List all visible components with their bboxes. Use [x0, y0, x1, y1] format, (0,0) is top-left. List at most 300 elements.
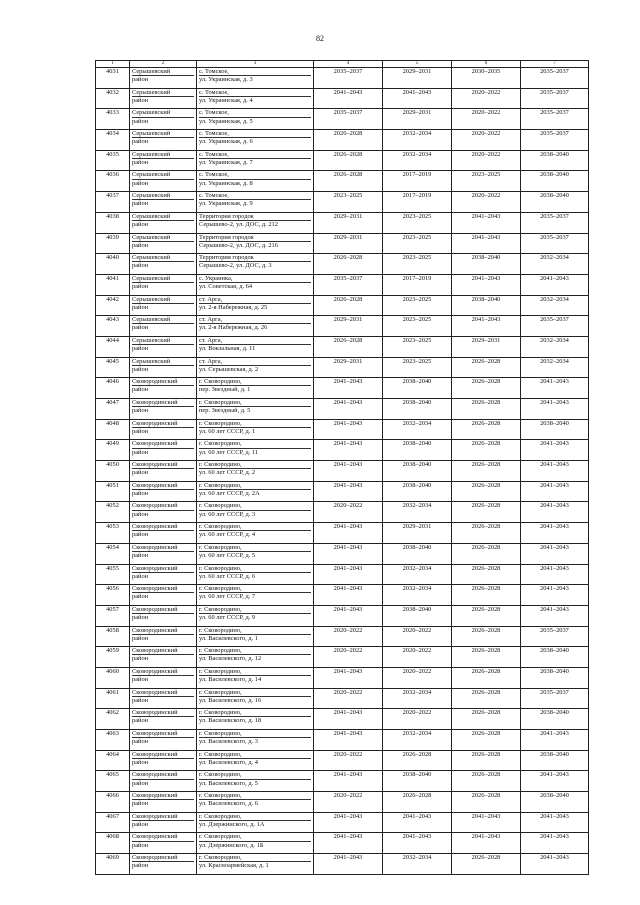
address-cell-line: ул. Серышевская, д. 2: [199, 365, 259, 373]
period-cell-col6: 2026–2028: [452, 771, 521, 792]
district-cell-line: Сковородинский: [132, 440, 194, 448]
period-cell-col6: 2041–2043: [452, 274, 521, 295]
address-cell-line: ул. 60 лет СССР, д. 5: [199, 551, 256, 559]
period-cell-col4: 2035–2037: [314, 274, 383, 295]
district-cell: [130, 419, 197, 440]
column-header: 2: [130, 61, 197, 68]
district-cell: [130, 192, 197, 213]
district-cell: [130, 212, 197, 233]
address-cell-line: ул. Василевского, д. 14: [199, 676, 262, 684]
period-cell-col5: 2038–2040: [383, 481, 452, 502]
period-cell-col7: 2041–2043: [521, 523, 589, 544]
district-cell: [130, 481, 197, 502]
period-cell-col4: 2020–2022: [314, 626, 383, 647]
district-cell-line: район: [132, 262, 149, 270]
district-cell: [130, 150, 197, 171]
period-cell-col5: 2041–2043: [383, 812, 452, 833]
address-cell-line: с. Томское,: [199, 192, 311, 200]
period-cell-col5: 2023–2025: [383, 357, 452, 378]
period-cell-col5: 2020–2022: [383, 667, 452, 688]
period-cell-col5: 2038–2040: [383, 771, 452, 792]
district-cell: [130, 647, 197, 668]
period-cell-col5: 2017–2019: [383, 274, 452, 295]
address-cell-line: с. Томское,: [199, 171, 311, 179]
address-cell-line: ул. Вокзальная, д. 11: [199, 345, 256, 353]
address-cell-line: с. Томское,: [199, 68, 311, 76]
district-cell-line: Серышевский: [132, 275, 194, 283]
table-row: [96, 688, 589, 709]
address-cell: [197, 130, 314, 151]
period-cell-col6: 2026–2028: [452, 730, 521, 751]
table-row: [96, 461, 589, 482]
period-cell-col6: 2026–2028: [452, 399, 521, 420]
address-cell: [197, 854, 314, 875]
period-cell-col7: 2041–2043: [521, 378, 589, 399]
period-cell-col6: 2038–2040: [452, 295, 521, 316]
period-cell-col7: 2038–2040: [521, 171, 589, 192]
address-cell-line: ул. Дзержинского, д. 1А: [199, 820, 265, 828]
period-cell-col5: 2026–2028: [383, 792, 452, 813]
period-cell-col5: 2032–2034: [383, 585, 452, 606]
period-cell-col6: 2026–2028: [452, 440, 521, 461]
address-cell-line: с. Томское,: [199, 151, 311, 159]
period-cell-col6: 2026–2028: [452, 461, 521, 482]
period-cell-col7: 2035–2037: [521, 212, 589, 233]
district-cell-line: район: [132, 655, 149, 663]
address-cell: [197, 212, 314, 233]
address-cell: [197, 730, 314, 751]
address-cell-line: ул. Украинская, д. 3: [199, 76, 253, 84]
district-cell-line: Сковородинский: [132, 751, 194, 759]
district-cell: [130, 730, 197, 751]
period-cell-col6: 2026–2028: [452, 585, 521, 606]
period-cell-col5: 2023–2025: [383, 212, 452, 233]
district-cell-line: район: [132, 489, 149, 497]
address-cell: [197, 481, 314, 502]
district-cell: [130, 357, 197, 378]
period-cell-col7: 2032–2034: [521, 254, 589, 275]
row-number-cell: 4054: [96, 543, 130, 564]
table-row: [96, 585, 589, 606]
district-cell-line: район: [132, 841, 149, 849]
address-cell-line: ул. Красноармейская, д. 1: [199, 862, 269, 870]
period-cell-col7: 2038–2040: [521, 192, 589, 213]
district-cell: [130, 626, 197, 647]
district-cell-line: район: [132, 572, 149, 580]
table-row: [96, 854, 589, 875]
table-row: [96, 730, 589, 751]
table-row: [96, 130, 589, 151]
period-cell-col7: 2038–2040: [521, 150, 589, 171]
period-cell-col4: 2041–2043: [314, 709, 383, 730]
address-cell: [197, 399, 314, 420]
address-cell: [197, 543, 314, 564]
table-row: [96, 171, 589, 192]
period-cell-col4: 2041–2043: [314, 88, 383, 109]
table-row: [96, 440, 589, 461]
district-cell-line: район: [132, 324, 149, 332]
district-cell-line: Серышевский: [132, 130, 194, 138]
address-cell: [197, 523, 314, 544]
district-cell-line: район: [132, 386, 149, 394]
period-cell-col6: 2026–2028: [452, 854, 521, 875]
row-number-cell: 4047: [96, 399, 130, 420]
address-cell: [197, 502, 314, 523]
district-cell-line: район: [132, 862, 149, 870]
district-cell: [130, 667, 197, 688]
row-number-cell: 4035: [96, 150, 130, 171]
period-cell-col5: 2032–2034: [383, 564, 452, 585]
period-cell-col5: 2041–2043: [383, 833, 452, 854]
district-cell-line: район: [132, 96, 149, 104]
period-cell-col7: 2038–2040: [521, 667, 589, 688]
table-row: [96, 792, 589, 813]
row-number-cell: 4039: [96, 233, 130, 254]
period-cell-col7: 2041–2043: [521, 461, 589, 482]
district-cell-line: Серышевский: [132, 316, 194, 324]
address-cell: [197, 440, 314, 461]
district-cell-line: район: [132, 551, 149, 559]
table-row: [96, 399, 589, 420]
table-row: [96, 336, 589, 357]
period-cell-col7: 2041–2043: [521, 543, 589, 564]
table-body: [96, 68, 589, 875]
table-row: [96, 378, 589, 399]
district-cell: [130, 171, 197, 192]
district-cell-line: район: [132, 117, 149, 125]
address-cell-line: г. Сковородино,: [199, 627, 311, 635]
address-cell: [197, 667, 314, 688]
address-cell-line: г. Сковородино,: [199, 565, 311, 573]
period-cell-col6: 2041–2043: [452, 833, 521, 854]
district-cell-line: район: [132, 634, 149, 642]
table-row: [96, 357, 589, 378]
district-cell-line: Сковородинский: [132, 792, 194, 800]
address-cell-line: с. Томское,: [199, 89, 311, 97]
row-number-cell: 4050: [96, 461, 130, 482]
period-cell-col6: 2026–2028: [452, 792, 521, 813]
period-cell-col5: 2017–2019: [383, 171, 452, 192]
address-cell: [197, 254, 314, 275]
period-cell-col6: 2026–2028: [452, 543, 521, 564]
district-cell-line: район: [132, 220, 149, 228]
district-cell: [130, 254, 197, 275]
period-cell-col6: 2020–2022: [452, 88, 521, 109]
address-cell-line: ул. 60 лет СССР, д. 6: [199, 572, 256, 580]
table-row: [96, 626, 589, 647]
period-cell-col4: 2020–2022: [314, 750, 383, 771]
district-cell: [130, 274, 197, 295]
period-cell-col7: 2041–2043: [521, 854, 589, 875]
address-cell-line: г. Сковородино,: [199, 833, 311, 841]
period-cell-col7: 2035–2037: [521, 316, 589, 337]
address-cell: [197, 585, 314, 606]
period-cell-col4: 2020–2022: [314, 792, 383, 813]
district-cell-line: Сковородинский: [132, 627, 194, 635]
table-row: [96, 833, 589, 854]
period-cell-col5: 2020–2022: [383, 709, 452, 730]
table-row: [96, 481, 589, 502]
address-cell-line: ул. Украинская, д. 8: [199, 179, 253, 187]
period-cell-col7: 2041–2043: [521, 812, 589, 833]
period-cell-col5: 2038–2040: [383, 440, 452, 461]
period-cell-col5: 2023–2025: [383, 316, 452, 337]
district-cell-line: район: [132, 200, 149, 208]
period-cell-col4: 2026–2028: [314, 130, 383, 151]
period-cell-col6: 2020–2022: [452, 192, 521, 213]
address-cell-line: с. Украинка,: [199, 275, 311, 283]
district-cell-line: район: [132, 365, 149, 373]
period-cell-col6: 2041–2043: [452, 212, 521, 233]
table-row: [96, 316, 589, 337]
district-cell-line: район: [132, 738, 149, 746]
period-cell-col7: 2035–2037: [521, 68, 589, 89]
address-cell-line: г. Сковородино,: [199, 854, 311, 862]
address-cell-line: г. Сковородино,: [199, 378, 311, 386]
period-cell-col7: 2038–2040: [521, 709, 589, 730]
district-cell-line: Сковородинский: [132, 689, 194, 697]
district-cell-line: Серышевский: [132, 89, 194, 97]
period-cell-col5: 2038–2040: [383, 378, 452, 399]
district-cell: [130, 812, 197, 833]
row-number-cell: 4064: [96, 750, 130, 771]
period-cell-col6: 2020–2022: [452, 109, 521, 130]
period-cell-col4: 2029–2031: [314, 357, 383, 378]
address-cell: [197, 750, 314, 771]
row-number-cell: 4068: [96, 833, 130, 854]
address-cell-line: г. Сковородино,: [199, 771, 311, 779]
district-cell-line: Сковородинский: [132, 502, 194, 510]
district-cell: [130, 130, 197, 151]
table-row: [96, 88, 589, 109]
period-cell-col7: 2041–2043: [521, 564, 589, 585]
period-cell-col7: 2041–2043: [521, 274, 589, 295]
address-cell: [197, 564, 314, 585]
address-cell: [197, 688, 314, 709]
address-cell-line: г. Сковородино,: [199, 792, 311, 800]
period-cell-col4: 2041–2043: [314, 812, 383, 833]
address-cell-line: пер. Звездный, д. 5: [199, 407, 251, 415]
table-row: [96, 274, 589, 295]
district-cell-line: Сковородинский: [132, 482, 194, 490]
district-cell-line: район: [132, 448, 149, 456]
district-cell-line: Серышевский: [132, 254, 194, 262]
district-cell-line: Сковородинский: [132, 523, 194, 531]
address-cell: [197, 336, 314, 357]
address-cell-line: г. Сковородино,: [199, 523, 311, 531]
district-cell-line: район: [132, 241, 149, 249]
period-cell-col7: 2035–2037: [521, 626, 589, 647]
district-cell-line: район: [132, 531, 149, 539]
table-row: [96, 605, 589, 626]
table-row: [96, 812, 589, 833]
row-number-cell: 4032: [96, 88, 130, 109]
district-cell-line: район: [132, 593, 149, 601]
period-cell-col4: 2026–2028: [314, 254, 383, 275]
period-cell-col5: 2023–2025: [383, 295, 452, 316]
row-number-cell: 4043: [96, 316, 130, 337]
address-cell: [197, 150, 314, 171]
row-number-cell: 4060: [96, 667, 130, 688]
period-cell-col5: 2032–2034: [383, 130, 452, 151]
row-number-cell: 4057: [96, 605, 130, 626]
address-cell: [197, 709, 314, 730]
address-cell-line: г. Сковородино,: [199, 668, 311, 676]
address-cell-line: ул. Василевского, д. 6: [199, 800, 258, 808]
address-cell-line: ст. Арга,: [199, 316, 311, 324]
period-cell-col7: 2038–2040: [521, 750, 589, 771]
district-cell-line: Сковородинский: [132, 399, 194, 407]
row-number-cell: 4058: [96, 626, 130, 647]
period-cell-col6: 2026–2028: [452, 357, 521, 378]
row-number-cell: 4069: [96, 854, 130, 875]
address-cell: [197, 461, 314, 482]
district-cell-line: Серышевский: [132, 358, 194, 366]
district-cell-line: Сковородинский: [132, 730, 194, 738]
row-number-cell: 4055: [96, 564, 130, 585]
address-cell-line: Территория городок: [199, 234, 311, 242]
period-cell-col6: 2026–2028: [452, 502, 521, 523]
period-cell-col5: 2032–2034: [383, 688, 452, 709]
district-cell-line: Серышевский: [132, 171, 194, 179]
table-row: [96, 233, 589, 254]
period-cell-col5: 2038–2040: [383, 461, 452, 482]
address-cell-line: ул. 60 лет СССР, д. 3: [199, 510, 256, 518]
district-cell: [130, 750, 197, 771]
address-cell-line: ул. Василевского, д. 18: [199, 717, 262, 725]
district-cell-line: район: [132, 779, 149, 787]
district-cell-line: район: [132, 820, 149, 828]
row-number-cell: 4033: [96, 109, 130, 130]
address-cell-line: ул. Украинская, д. 5: [199, 117, 253, 125]
address-cell-line: г. Сковородино,: [199, 751, 311, 759]
address-cell-line: ул. 2-я Набережная, д. 26: [199, 324, 268, 332]
address-cell-line: ул. 60 лет СССР, д. 11: [199, 448, 259, 456]
address-cell: [197, 316, 314, 337]
period-cell-col6: 2041–2043: [452, 812, 521, 833]
address-cell-line: с. Томское,: [199, 130, 311, 138]
period-cell-col5: 2032–2034: [383, 419, 452, 440]
district-cell-line: Сковородинский: [132, 585, 194, 593]
address-cell-line: г. Сковородино,: [199, 585, 311, 593]
table-row: [96, 647, 589, 668]
address-cell-line: ул. 60 лет СССР, д. 7: [199, 593, 256, 601]
address-cell-line: ул. Украинская, д. 6: [199, 138, 253, 146]
period-cell-col6: 2026–2028: [452, 481, 521, 502]
period-cell-col6: 2026–2028: [452, 709, 521, 730]
district-cell: [130, 88, 197, 109]
period-cell-col5: 2032–2034: [383, 854, 452, 875]
address-cell-line: г. Сковородино,: [199, 813, 311, 821]
period-cell-col5: 2023–2025: [383, 336, 452, 357]
schedule-table: [95, 60, 589, 875]
district-cell: [130, 523, 197, 544]
address-cell-line: ул. Василевского, д. 3: [199, 738, 258, 746]
row-number-cell: 4031: [96, 68, 130, 89]
period-cell-col7: 2041–2043: [521, 481, 589, 502]
address-cell: [197, 792, 314, 813]
address-cell-line: ул. 60 лет СССР, д. 1: [199, 427, 256, 435]
address-cell-line: ст. Арга,: [199, 296, 311, 304]
period-cell-col6: 2029–2031: [452, 336, 521, 357]
period-cell-col4: 2020–2022: [314, 688, 383, 709]
address-cell-line: ст. Арга,: [199, 337, 311, 345]
district-cell-line: район: [132, 76, 149, 84]
address-cell: [197, 419, 314, 440]
table-row: [96, 564, 589, 585]
address-cell-line: ул. Василевского, д. 1: [199, 634, 258, 642]
district-cell-line: Серышевский: [132, 151, 194, 159]
address-cell: [197, 357, 314, 378]
row-number-cell: 4053: [96, 523, 130, 544]
period-cell-col4: 2041–2043: [314, 523, 383, 544]
row-number-cell: 4045: [96, 357, 130, 378]
district-cell-line: Сковородинский: [132, 813, 194, 821]
address-cell-line: г. Сковородино,: [199, 482, 311, 490]
table-row: [96, 192, 589, 213]
period-cell-col4: 2041–2043: [314, 833, 383, 854]
address-cell-line: г. Сковородино,: [199, 730, 311, 738]
period-cell-col4: 2026–2028: [314, 171, 383, 192]
period-cell-col6: 2026–2028: [452, 750, 521, 771]
address-cell-line: г. Сковородино,: [199, 606, 311, 614]
address-cell-line: г. Сковородино,: [199, 461, 311, 469]
period-cell-col7: 2041–2043: [521, 771, 589, 792]
period-cell-col6: 2026–2028: [452, 605, 521, 626]
district-cell: [130, 336, 197, 357]
period-cell-col4: 2041–2043: [314, 564, 383, 585]
district-cell-line: Сковородинский: [132, 420, 194, 428]
period-cell-col6: 2041–2043: [452, 233, 521, 254]
address-cell-line: ул. 60 лет СССР, д. 9: [199, 614, 256, 622]
table-row: [96, 295, 589, 316]
district-cell: [130, 378, 197, 399]
table-row: [96, 502, 589, 523]
period-cell-col7: 2035–2037: [521, 688, 589, 709]
district-cell: [130, 792, 197, 813]
district-cell-line: Сковородинский: [132, 461, 194, 469]
row-number-cell: 4067: [96, 812, 130, 833]
period-cell-col4: 2041–2043: [314, 543, 383, 564]
district-cell: [130, 399, 197, 420]
table-row: [96, 150, 589, 171]
row-number-cell: 4036: [96, 171, 130, 192]
district-cell: [130, 854, 197, 875]
district-cell-line: район: [132, 800, 149, 808]
period-cell-col7: 2038–2040: [521, 792, 589, 813]
period-cell-col4: 2026–2028: [314, 150, 383, 171]
address-cell-line: ул. 60 лет СССР, д. 4: [199, 531, 256, 539]
row-number-cell: 4059: [96, 647, 130, 668]
district-cell: [130, 709, 197, 730]
address-cell-line: Серышево-2, ул. ДОС, д. 3: [199, 262, 272, 270]
period-cell-col6: 2026–2028: [452, 647, 521, 668]
period-cell-col7: 2041–2043: [521, 605, 589, 626]
column-header: 7: [521, 61, 589, 68]
table-row: [96, 667, 589, 688]
period-cell-col6: 2020–2022: [452, 150, 521, 171]
district-cell: [130, 564, 197, 585]
district-cell: [130, 585, 197, 606]
address-cell-line: г. Сковородино,: [199, 689, 311, 697]
period-cell-col5: 2026–2028: [383, 750, 452, 771]
row-number-cell: 4056: [96, 585, 130, 606]
period-cell-col7: 2038–2040: [521, 647, 589, 668]
district-cell-line: Серышевский: [132, 234, 194, 242]
row-number-cell: 4034: [96, 130, 130, 151]
address-cell-line: ул. Василевского, д. 12: [199, 655, 262, 663]
address-cell: [197, 378, 314, 399]
